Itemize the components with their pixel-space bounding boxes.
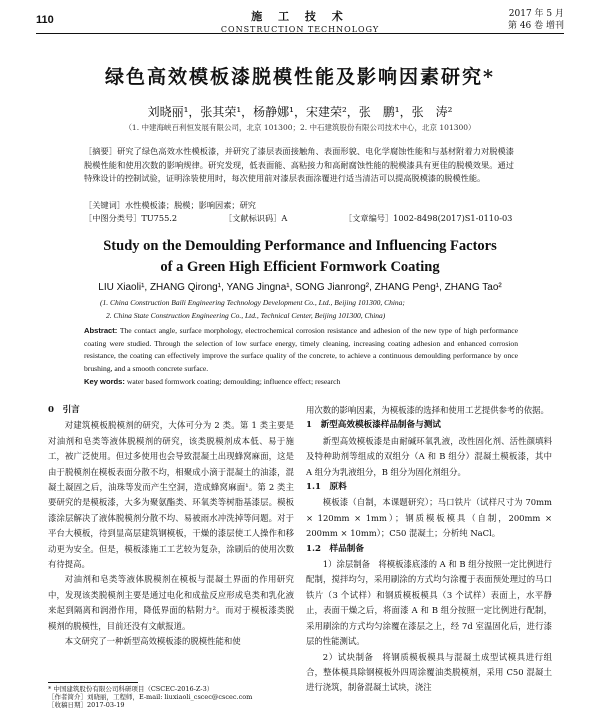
footnote-rule (48, 682, 138, 683)
affiliation-en-1: (1. China Construction Baili Engineering Technology Development Co., Ltd., Beijing 101300, China; (100, 298, 405, 307)
authors-cn: 刘晓丽¹，张其荣¹，杨静娜¹，宋建荣²，张 鹏¹，张 涛² (147, 105, 453, 119)
body-paragraph: 新型高效模板漆是由耐碱环氧乳液，改性固化剂、活性颜填料及特种助剂等组成的双组分（A 和 B 组分）混凝土模板漆，其中 A 组分为乳液组分，B 组分为固化剂组分。 (306, 435, 552, 477)
issue-volume: 第 46 卷 增刊 (507, 21, 564, 31)
section-heading-1-2: 1.2 样品制备 (306, 543, 364, 554)
abstract-en (84, 325, 518, 375)
keywords-en-text: water based formwork coating; demoulding; influence effect; research (126, 377, 341, 386)
footnote-author: ［作者简介］刘晓丽，工程师，E-mail: liuxiaoli_cscec@cscec.com (48, 693, 253, 701)
page-number: 110 (36, 14, 54, 26)
abstract-cn: ［摘要］研究了绿色高效水性模板漆，并研究了漆层表面接触角、表面形貌、电化学腐蚀性能和与基材附着力对脱模漆脱模性能和使用次数的影响规律。研究发现，低表面能、高粘接力和高耐腐蚀性能的脱模漆具有更佳的脱模效果。通过特殊设计的控制试验，证明涂装使用时，每次使用前对漆层表面涂覆进行适当清洁可以提高脱模漆的脱模性能。 (84, 146, 514, 184)
body-paragraph: 对建筑模板脱模剂的研究，大体可分为 2 类。第 1 类主要是对油剂和皂类等液体脱模剂的研究，该类脱模剂成本低、易于施工，被广泛使用。但过多使用也会导致混凝土出现蜂窝麻面，这是由于脱模剂在模板表面分散不均，相聚成小滴于混凝土的油漆，混凝土凝固之后，油珠等发而产生空洞，造成蜂窝麻面¹。第 2 类主要研究的是模板漆，大多为聚氨酯类、环氧类等树脂基漆层。模板漆涂层解决了液体脱模剂分散不均、易被雨水冲洗掉等问题。对于平台大模板，待到显高层建筑钢模板，干燥的漆层使工人操作和移动更为安全。但是，模板漆施工工艺较为复杂，涂刷后的使用次数有待提高。 (48, 420, 294, 570)
body-paragraph: 用次数的影响因素，为模板漆的选择和使用工艺提供参考的依据。 (306, 405, 549, 415)
keywords-en (84, 377, 518, 386)
issue-info (508, 8, 564, 32)
abstract-en-text: The contact angle, surface morphology, electrochemical corrosion resistance and adhesion of the new type of high performance coating were studied. Through the selection of low surface energy, timely cleaning, increasing coating adhesion and enhanced corrosion resistance, the coating can effectively improve the surface quality of the concrete, to achieve a continuous demoulding performance by once brushing, and a smooth concrete surface. (84, 326, 518, 373)
section-heading-intro: 0 引言 (48, 405, 80, 415)
issue-date: 2017 年 5 月 (508, 9, 564, 19)
title-en-line2: of a Green High Efficient Formwork Coating (160, 259, 440, 275)
affiliations-cn: （1. 中建海峡百利恒发展有限公司，北京 101300；2. 中石建筑股份有限公司技术中心，北京 101300） (124, 123, 476, 132)
body-column-right (306, 403, 552, 696)
body-column-left (48, 403, 294, 650)
title-en-line1: Study on the Demoulding Performance and Influencing Factors (103, 238, 497, 254)
affiliations-en (100, 296, 560, 322)
footnote-funding: * 中国建筑股份有限公司科研项目（CSCEC-2016-Z-3） (48, 685, 214, 693)
keywords-en-label: Key words: (84, 377, 125, 386)
footnotes (48, 685, 294, 709)
document-code: ［文献标识码］A (224, 213, 288, 223)
body-paragraph: 本文研究了一种新型高效模板漆的脱模性能和使 (64, 636, 241, 647)
authors-en: LIU Xiaoli¹, ZHANG Qirong¹, YANG Jingna¹, SONG Jianrong², ZHANG Peng¹, ZHANG Tao² (98, 282, 502, 293)
abstract-en-label: Abstract: (84, 326, 118, 335)
paper-title-cn: 绿色高效模板漆脱模性能及影响因素研究* (105, 66, 495, 88)
article-number: ［文章编号］1002-8498(2017)S1-0110-03 (344, 213, 513, 223)
affiliation-en-2: 2. China State Construction Engineering Co., Ltd., Technical Center, Beijing 101300, China) (106, 311, 386, 320)
section-heading-1-1: 1.1 原料 (306, 482, 347, 493)
paper-title-en (0, 236, 600, 278)
body-paragraph: 1）涂层制备 将模板漆底漆的 A 和 B 组分按照一定比例进行配制，搅拌均匀，采用刷涂的方式均匀涂覆于表面预处理过的马口铁片（3 个试样）和钢质模板模具（3 个试样）表面上，水平静止，表面干燥之后，将面漆 A 和 B 组分按照一定比例进行配制，采用刷涂的方式均匀涂覆在漆层之上，经 7d 室温固化后，进行漆层的性能测试。 (306, 559, 552, 647)
keywords-cn: ［关键词］水性模板漆；脱模；影响因素；研究 (84, 200, 256, 210)
journal-name-cn: 施 工 技 术 (251, 10, 349, 23)
classification-line (84, 213, 514, 224)
footnote-received: ［收稿日期］2017-03-19 (48, 701, 125, 709)
header-rule (36, 33, 564, 34)
body-paragraph: 模板漆（自制，本课题研究）；马口铁片（试样尺寸为 70mm × 120mm × 1mm）；钢质模板模具（自制，200mm × 200mm × 10mm）；C50 混凝土；分析纯 NaCl。 (306, 497, 552, 539)
journal-name-en: CONSTRUCTION TECHNOLOGY (220, 25, 380, 34)
clc-number: ［中图分类号］TU755.2 (84, 213, 178, 223)
section-heading-1: 1 新型高效模板漆样品制备与测试 (306, 420, 441, 431)
body-paragraph: 对油剂和皂类等液体脱模剂在模板与混凝土界面的作用研究中，发现该类脱模剂主要是通过电化和成盐反应形成皂类和乳化液来起到隔离和润滑作用，降低界面的粘附力²。而对于模板漆类脱模剂的脱模性，目前还没有文献报道。 (48, 574, 294, 631)
body-paragraph: 2）试块制备 将钢质模板模具与混凝土成型试模具进行组合，整体模具除钢模板外四周涂覆油类脱模剂，采用 C50 混凝土进行浇筑，制备混凝土试块，浇注 (306, 651, 552, 693)
